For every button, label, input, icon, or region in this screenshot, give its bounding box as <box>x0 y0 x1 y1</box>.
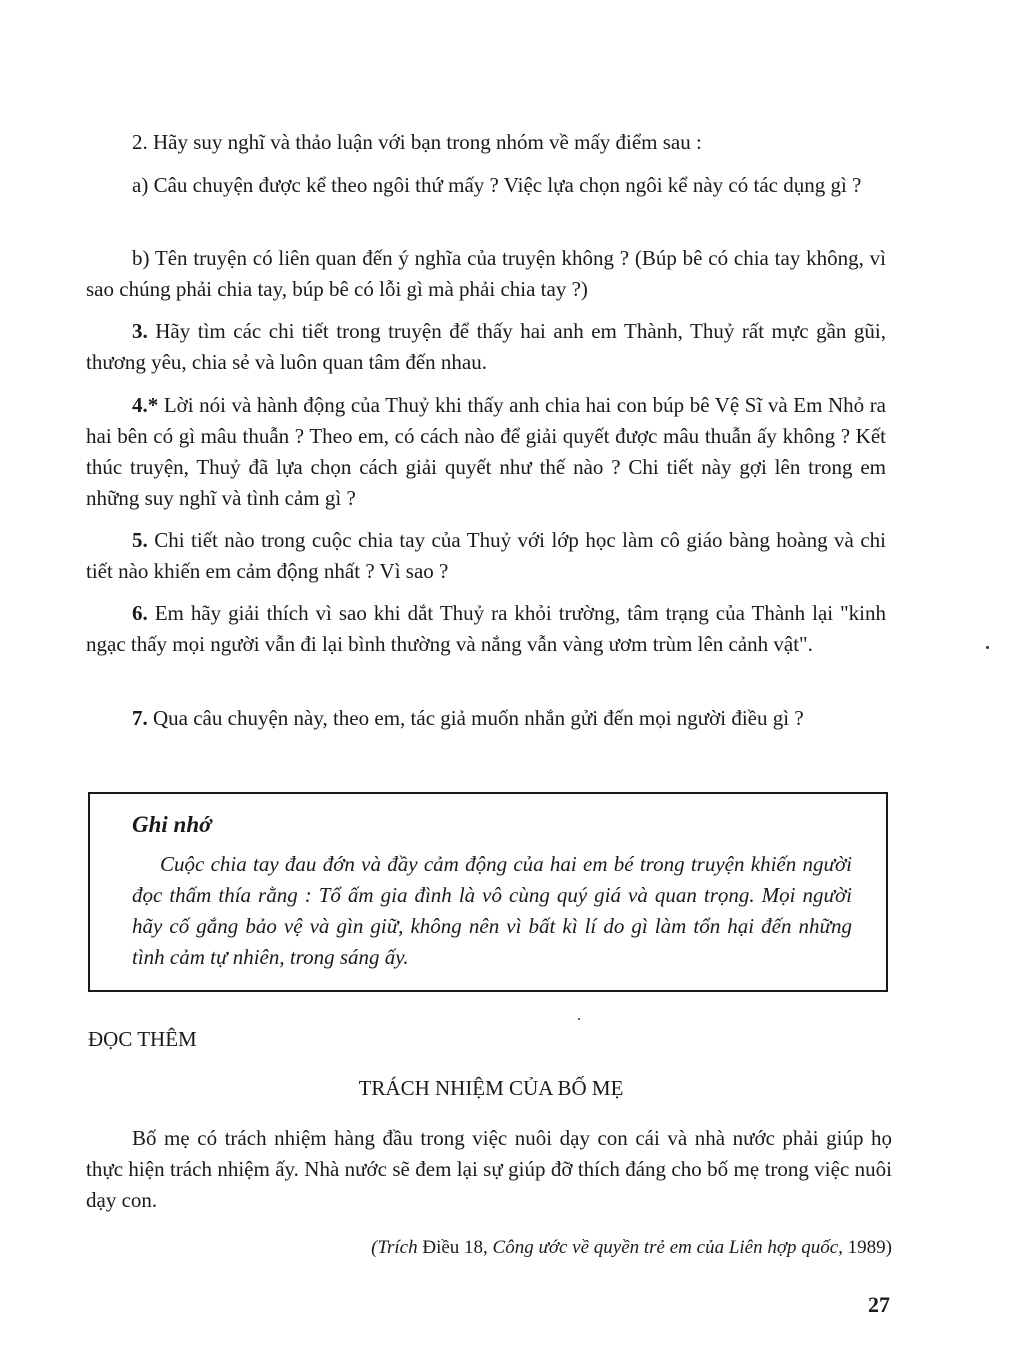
reading-title <box>0 1076 1026 1101</box>
question-2-text: Hãy suy nghĩ và thảo luận với bạn trong nhóm về mấy điểm sau : <box>153 130 702 154</box>
further-reading-heading: ĐỌC THÊM <box>88 1027 197 1051</box>
question-3-number: 3. <box>132 319 148 343</box>
question-4 <box>86 390 886 514</box>
citation-article: Điều 18, <box>422 1237 488 1258</box>
scan-speck <box>578 1018 580 1020</box>
citation-source: Công ước về quyền trẻ em của Liên hợp quốc, <box>492 1237 843 1258</box>
remember-box <box>88 792 888 992</box>
question-6-number: 6. <box>132 601 148 625</box>
question-3 <box>86 316 886 378</box>
question-5-text: Chi tiết nào trong cuộc chia tay của Thuỷ với lớp học làm cô giáo bàng hoàng và chi tiết nào khiến em cảm động nhất ? Vì sao ? <box>86 528 886 583</box>
citation-year: 1989) <box>847 1237 892 1258</box>
question-2-number: 2. <box>132 130 148 154</box>
question-3-text: Hãy tìm các chi tiết trong truyện để thấy hai anh em Thành, Thuỷ rất mực gần gũi, thương yêu, chia sẻ và luôn quan tâm đến nhau. <box>86 319 887 374</box>
question-7-number: 7. <box>132 706 148 730</box>
question-2 <box>86 127 886 158</box>
remember-body: Cuộc chia tay đau đớn và đầy cảm động của hai em bé trong truyện khiến người đọc thấm thía rằng : Tổ ấm gia đình là vô cùng quý giá và quan trọng. Mọi người hãy cố gắng bảo vệ và gìn giữ, không nên vì bất kì lí do gì làm tổn hại đến những tình cảm tự nhiên, trong sáng ấy. <box>132 852 852 969</box>
question-6 <box>86 598 886 660</box>
reading-citation <box>371 1237 892 1259</box>
citation-prefix: (Trích <box>371 1237 418 1258</box>
remember-title: Ghi nhớ <box>132 812 212 837</box>
question-4-number: 4.* <box>132 393 159 417</box>
question-4-text: Lời nói và hành động của Thuỷ khi thấy anh chia hai con búp bê Vệ Sĩ và Em Nhỏ ra hai bên có gì mâu thuẫn ? Theo em, có cách nào để giải quyết được mâu thuẫn ấy không ? Kết thúc truyện, Thuỷ đã lựa chọn cách giải quyết như thế nào ? Chi tiết này gợi lên trong em những suy nghĩ và tình cảm gì ? <box>86 393 887 510</box>
question-7-text: Qua câu chuyện này, theo em, tác giả muốn nhắn gửi đến mọi người điều gì ? <box>153 706 804 730</box>
question-5 <box>86 525 886 587</box>
question-2a: a) Câu chuyện được kể theo ngôi thứ mấy ? Việc lựa chọn ngôi kể này có tác dụng gì ? <box>132 173 862 197</box>
question-2b: b) Tên truyện có liên quan đến ý nghĩa của truyện không ? (Búp bê có chia tay không, vì sao chúng phải chia tay, búp bê có lỗi gì mà phải chia tay ?) <box>86 246 886 301</box>
reading-body: Bố mẹ có trách nhiệm hàng đầu trong việc nuôi dạy con cái và nhà nước phải giúp họ thực hiện trách nhiệm ấy. Nhà nước sẽ đem lại sự giúp đỡ thích đáng cho bố mẹ trong việc nuôi dạy con. <box>86 1126 892 1212</box>
question-5-number: 5. <box>132 528 148 552</box>
question-7 <box>86 703 886 734</box>
reading-title-text: TRÁCH NHIỆM CỦA BỐ MẸ <box>358 1076 624 1100</box>
page-number: 27 <box>868 1292 890 1317</box>
scan-speck <box>986 646 989 649</box>
question-6-text: Em hãy giải thích vì sao khi dắt Thuỷ ra khỏi trường, tâm trạng của Thành lại "kinh ngạc thấy mọi người vẫn đi lại bình thường và nắng vẫn vàng ươm trùm lên cảnh vật". <box>86 601 886 656</box>
